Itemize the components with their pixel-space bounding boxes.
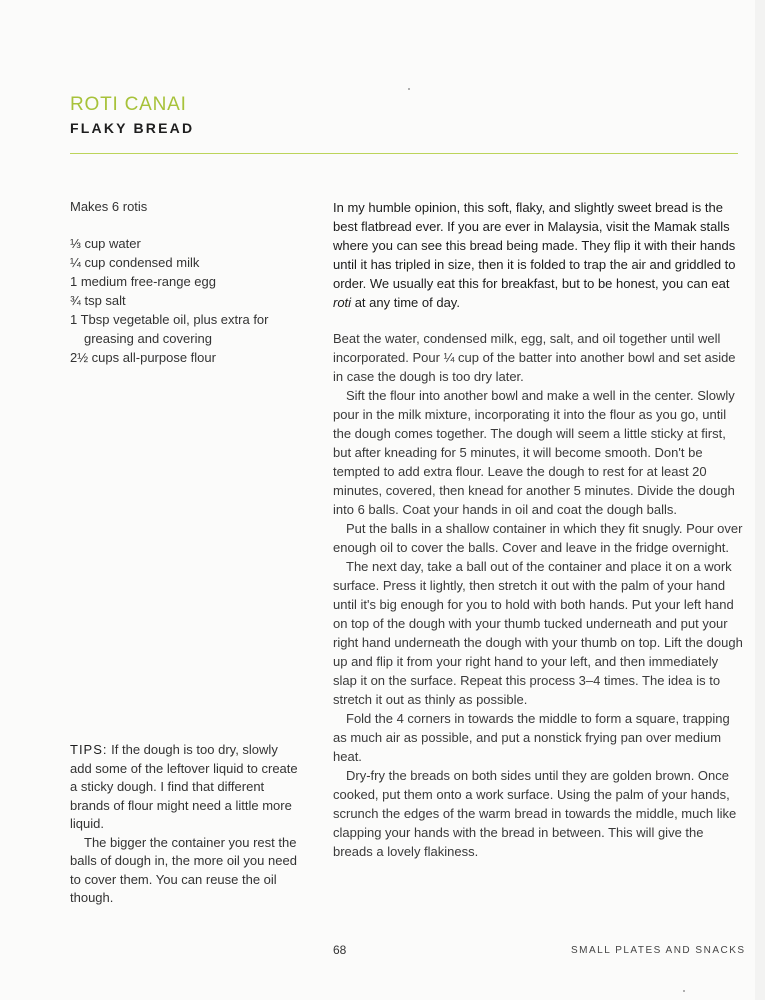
method-paragraph: Beat the water, condensed milk, egg, salt, and oil together until well incorporated. Pour ¼ cup of the batter into another bowl and set aside in case the dough is too dry later. [333, 331, 736, 384]
tips-text: If the dough is too dry, slowly add some of the leftover liquid to create a sticky dough. I find that different brands of flour might need a little more liquid. [70, 742, 298, 831]
ingredient-item: 1 medium free-range egg [70, 274, 216, 289]
tips-label: TIPS: [70, 742, 108, 757]
recipe-subtitle: FLAKY BREAD [70, 120, 195, 136]
paper-speck [683, 990, 685, 992]
tips-paragraph-2: The bigger the container you rest the balls of dough in, the more oil you need to cover them. You can reuse the oil though. [70, 834, 297, 905]
title-divider [70, 153, 738, 154]
intro-emphasis: roti [333, 295, 352, 310]
ingredient-item: 1 Tbsp vegetable oil, plus extra for greasing and covering [70, 312, 269, 346]
method-paragraph: Fold the 4 corners in towards the middle to form a square, trapping as much air as possible, and put a nonstick frying pan over medium heat. [333, 711, 730, 764]
ingredient-item: 2½ cups all-purpose flour [70, 350, 216, 365]
ingredient-item: ⅓ cup water [70, 236, 141, 251]
intro-text: In my humble opinion, this soft, flaky, and slightly sweet bread is the best flatbread ever. If you are ever in Malaysia, visit the Mamak stalls where you can see this bread being made. They flip it with their hands until it has tripled in size, then it is folded to trap the air and griddled to order. We usually eat this for breakfast, but to be honest, you can eat [333, 200, 736, 291]
paper-speck [408, 88, 410, 90]
page-edge [755, 0, 765, 1000]
method-paragraph: Dry-fry the breads on both sides until they are golden brown. Once cooked, put them onto a work surface. Using the palm of your hands, scrunch the edges of the warm bread in towards the middle, much like clapping your hands with the bread in between. This will give the breads a lovely flakiness. [333, 768, 737, 859]
recipe-title: ROTI CANAI [70, 94, 187, 115]
method-paragraph: Put the balls in a shallow container in which they fit snugly. Pour over enough oil to cover the balls. Cover and leave in the fridge overnight. [333, 521, 743, 555]
method-paragraph: The next day, take a ball out of the container and place it on a work surface. Press it lightly, then stretch it out with the palm of your hand until it's big enough for you to hold with both hands. Put your left hand on top of the dough with your thumb tucked underneath and put your right hand underneath the dough with your thumb on top. Lift the dough up and flip it from your right hand to your left, and then immediately slap it on the surface. Repeat this process 3–4 times. The idea is to stretch it out as thinly as possible. [333, 559, 743, 707]
ingredient-item: ¾ tsp salt [70, 293, 126, 308]
intro-text-end: at any time of day. [354, 295, 460, 310]
ingredient-list [70, 234, 315, 367]
method-paragraph: Sift the flour into another bowl and make a well in the center. Slowly pour in the milk mixture, incorporating it into the flour as you go, until the dough comes together. The dough will seem a little sticky at first, but after kneading for 5 minutes, it will become smooth. Don't be tempted to add extra flour. Leave the dough to rest for at least 20 minutes, covered, then knead for another 5 minutes. Divide the dough into 6 balls. Coat your hands in oil and coat the dough balls. [333, 388, 735, 517]
running-footer: SMALL PLATES AND SNACKS [571, 945, 746, 956]
tips-box [70, 741, 302, 908]
recipe-intro [333, 198, 743, 312]
recipe-yield: Makes 6 rotis [70, 199, 148, 214]
page-number: 68 [333, 943, 347, 957]
method-steps [333, 329, 743, 861]
tips-paragraph [70, 741, 302, 834]
ingredient-item: ¼ cup condensed milk [70, 255, 200, 270]
